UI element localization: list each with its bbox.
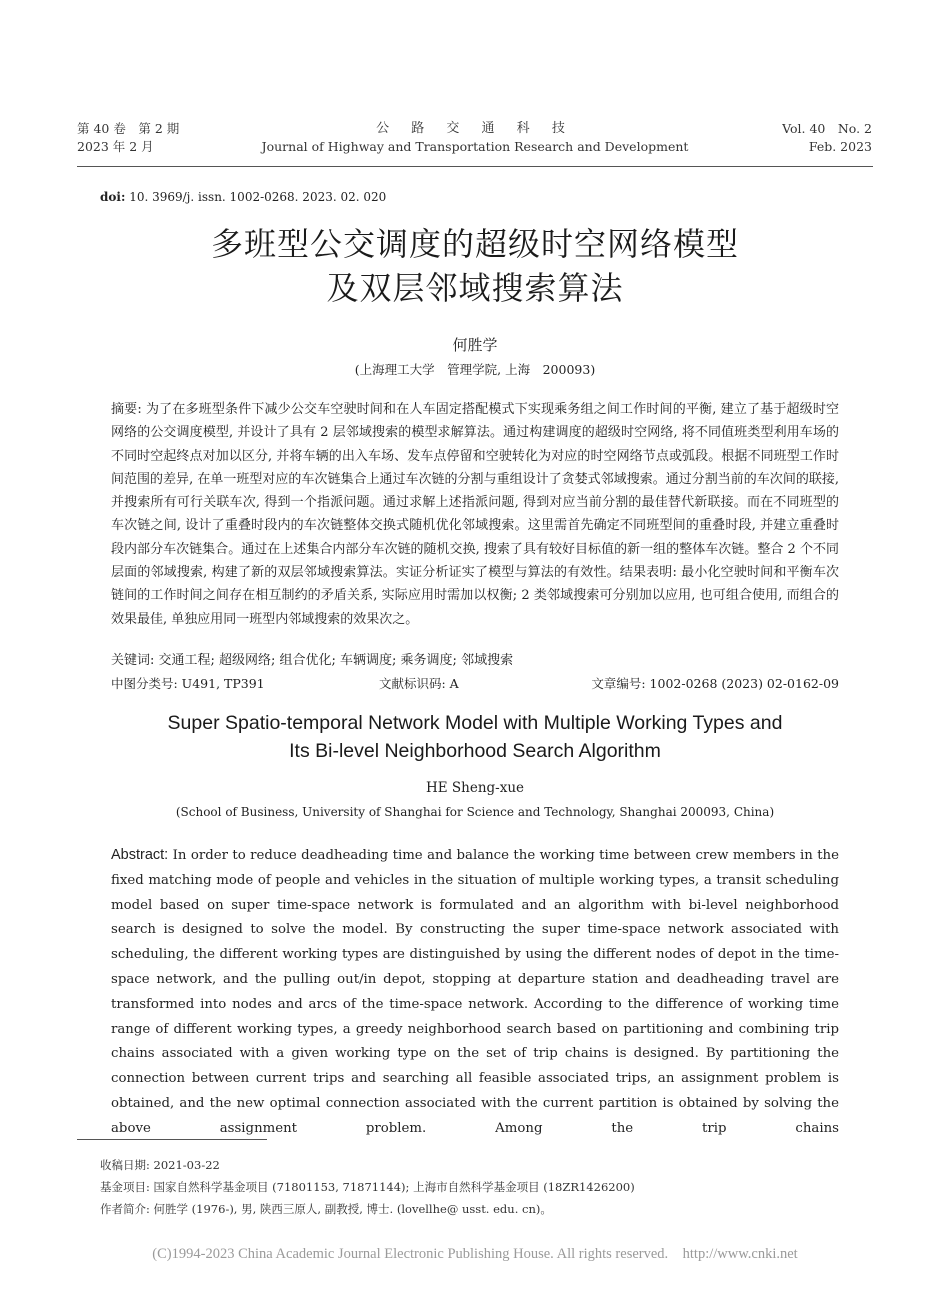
date-cn: 2023 年 2 月 (77, 139, 154, 154)
volume-issue-en: Vol. 40 No. 2 (782, 121, 872, 136)
author-en: HE Sheng-xue (425, 780, 525, 796)
footnote-received: 收稿日期: 2021-03-22 (100, 1158, 220, 1172)
doi-value: 10. 3969/j. issn. 1002-0268. 2023. 02. 020 (125, 190, 387, 204)
clc-number: 中图分类号: U491, TP391 (111, 676, 265, 691)
title-en-line2: Its Bi-level Neighborhood Search Algorithm (289, 740, 661, 762)
copyright-watermark: (C)1994-2023 China Academic Journal Electronic Publishing House. All rights reserved. http://www.cnki.net (152, 1246, 798, 1262)
footnote-author-bio: 作者简介: 何胜学 (1976-), 男, 陕西三原人, 副教授, 博士. (lovellhe@ usst. edu. cn)。 (100, 1202, 552, 1216)
volume-issue-cn: 第 40 卷 第 2 期 (77, 121, 180, 136)
title-cn-line1: 多班型公交调度的超级时空网络模型 (210, 225, 739, 263)
footnote-divider (77, 1139, 267, 1140)
title-cn (0, 222, 950, 310)
journal-volume-issue (77, 120, 179, 156)
document-code: 文献标识码: A (379, 676, 459, 691)
title-cn-line2: 及双层邻域搜索算法 (326, 269, 624, 307)
abstract-en (111, 843, 839, 1142)
date-en: Feb. 2023 (808, 139, 872, 154)
article-number: 文章编号: 1002-0268 (2023) 02-0162-09 (591, 676, 839, 691)
author-cn: 何胜学 (452, 336, 498, 354)
abstract-en-label: Abstract: (111, 847, 169, 863)
journal-volume-issue-en (782, 120, 872, 156)
title-en-line1: Super Spatio-temporal Network Model with Multiple Working Types and (167, 712, 783, 734)
affiliation-cn: (上海理工大学 管理学院, 上海 200093) (354, 362, 596, 377)
journal-name-en: Journal of Highway and Transportation Research and Development (261, 139, 689, 154)
doi-label: doi: (100, 190, 126, 204)
doi-line (100, 190, 386, 204)
keywords-cn: 关键词: 交通工程; 超级网络; 组合优化; 车辆调度; 乘务调度; 邻域搜索 (111, 653, 514, 668)
abstract-cn: 摘要: 为了在多班型条件下减少公交车空驶时间和在人车固定搭配模式下实现乘务组之间工作时间的平衡, 建立了基于超级时空网络的公交调度模型, 并设计了具有 2 层邻域搜索的模型求解算法。通过构建调度的超级时空网络, 将不同值班类型利用车场的不同时空起终点对加以区分, 并将车辆的出入车场、发车点停留和空驶转化为对应的时空网络节点或弧段。根据不同班型工作时间范围的差异, 在单一班型对应的车次链集合上通过车次链的分割与重组设计了贪婪式邻域搜索。通过分割当前的车次间的联接, 并搜索所有可行关联车次, 得到一个指派问题。通过求解上述指派问题, 得到对应当前分割的最佳替代新联接。而在不同班型的车次链之间, 设计了重叠时段内的车次链整体交换式随机优化邻域搜索。这里需首先确定不同班型间的重叠时段, 并建立重叠时段内部分车次链集合。通过在上述集合内部分车次链的随机交换, 搜索了具有较好目标值的新一组的整体车次链。整合 2 个不同层面的邻域搜索, 构建了新的双层邻域搜索算法。实证分析证实了模型与算法的有效性。结果表明: 最小化空驶时间和平衡车次链间的工作时间之间存在相互制约的矛盾关系, 实际应用时需加以权衡; 2 类邻域搜索可分别加以应用, 也可组合使用, 而组合的效果最佳, 单独应用同一班型内邻域搜索的效果次之。 (111, 402, 839, 627)
journal-name-cn: 公 路 交 通 科 技 (376, 121, 574, 136)
header-divider (77, 166, 873, 167)
title-en (0, 709, 950, 765)
journal-name (250, 120, 700, 156)
affiliation-en: (School of Business, University of Shanghai for Science and Technology, Shanghai 200093, China) (175, 805, 775, 819)
footnote-fund: 基金项目: 国家自然科学基金项目 (71801153, 71871144); 上海市自然科学基金项目 (18ZR1426200) (100, 1180, 635, 1194)
abstract-en-text: In order to reduce deadheading time and balance the working time between crew members in the fixed matching mode of people and vehicles in the situation of multiple working types, a transit scheduling model based on super time-space network is formulated and an algorithm with bi-level neighborhood search is designed to solve the model. By constructing the super time-space network associated with scheduling, the different working types are distinguished by using the different nodes of depot in the time-space network, and the pulling out/in depot, stopping at departure station and deadheading travel are transformed into nodes and arcs of the time-space network. According to the difference of working time range of different working types, a greedy neighborhood search based on partitioning and combining trip chains associated with a given working type on the set of trip chains is designed. By partitioning the connection between current trips and searching all feasible associated trips, an assignment problem is obtained, and the new optimal connection associated with the current partition is obtained by solving the above assignment problem. Among the trip chains (111, 848, 839, 1136)
